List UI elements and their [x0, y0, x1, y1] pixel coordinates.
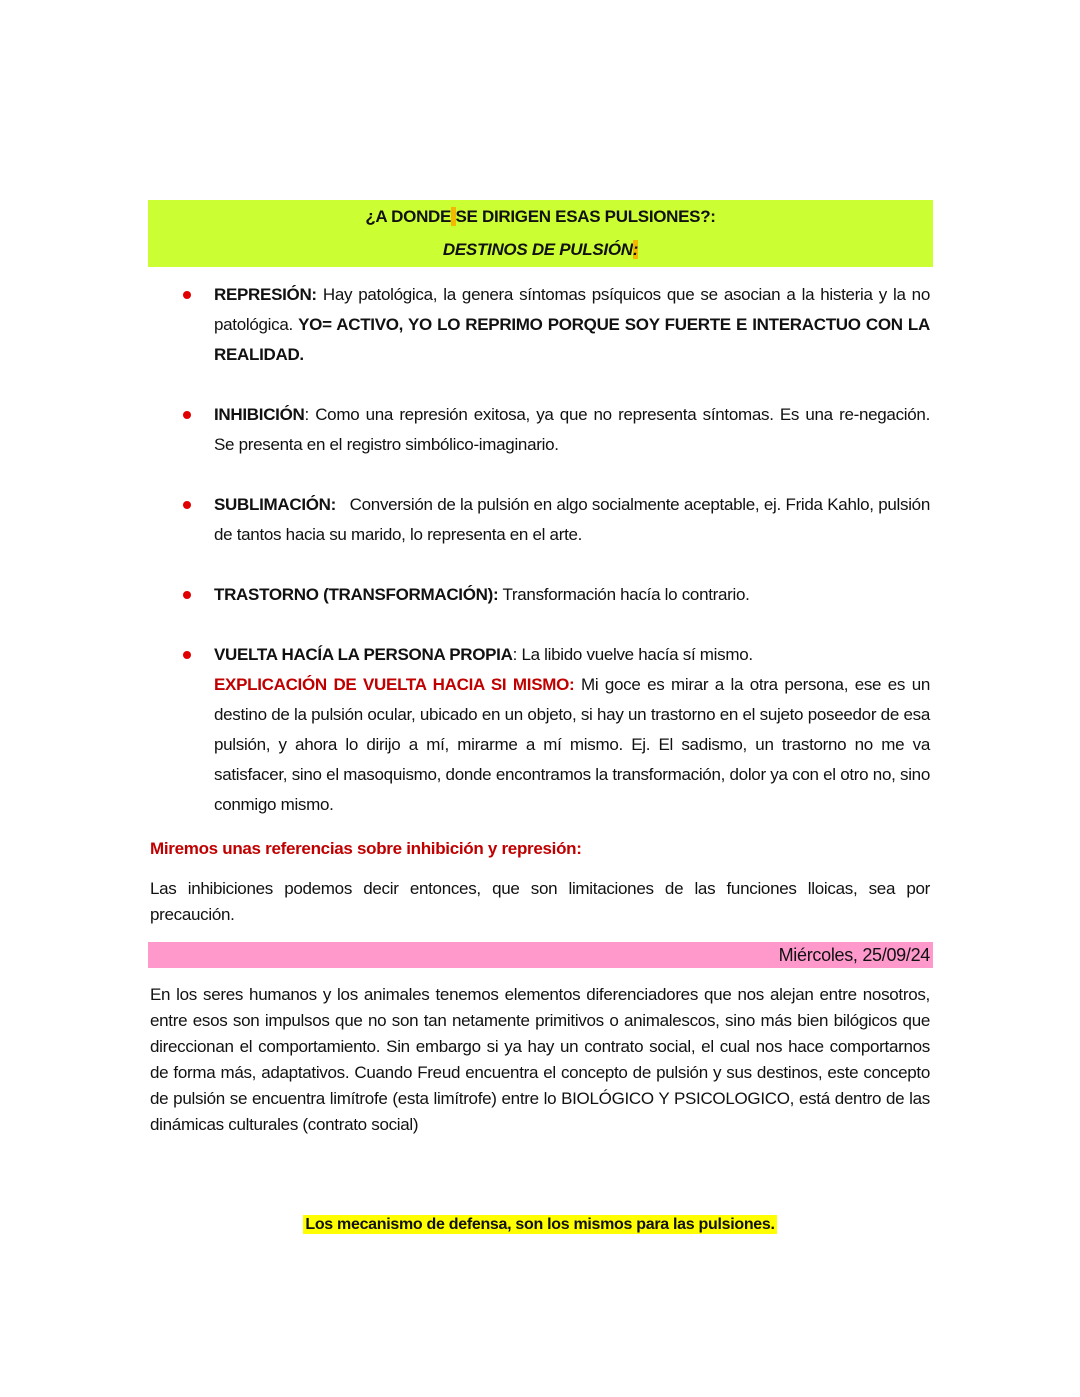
- list-item: SUBLIMACIÓN: Conversión de la pulsión en algo socialmente aceptable, ej. Frida Kahlo, pulsión de tantos hacia su marido, lo representa en el arte.: [214, 490, 930, 550]
- list-item: INHIBICIÓN: Como una represión exitosa, ya que no representa síntomas. Es una re-negación. Se presenta en el registro simbólico-imaginario.: [214, 400, 930, 460]
- section-header: [148, 200, 933, 267]
- pulsion-destinations-list: [214, 280, 935, 850]
- references-text: Las inhibiciones podemos decir entonces, que son limitaciones de las funciones lloicas, sea por precaución.: [150, 879, 930, 924]
- date: Miércoles, 25/09/24: [778, 945, 930, 965]
- highlighted-note: Los mecanismo de defensa, son los mismos para las pulsiones.: [305, 1216, 775, 1233]
- body-paragraph: En los seres humanos y los animales tenemos elementos diferenciadores que nos alejan entre nosotros, entre esos son impulsos que no son tan netamente primitivos o animalescos, sino más bien bilógicos que direccionan el comportamiento. Sin embargo si ya hay un contrato social, el cual nos hace comportarnos de forma más, adaptativos. Cuando Freud encuentra el concepto de pulsión y sus destinos, este concepto de pulsión se encuentra limítrofe (esta limítrofe) entre lo BIOLÓGICO Y PSICOLOGICO, está dentro de las dinámicas culturales (contrato social): [150, 985, 930, 1134]
- date-banner: [148, 942, 933, 968]
- list-item: VUELTA HACÍA LA PERSONA PROPIA: La libido vuelve hacía sí mismo. EXPLICACIÓN DE VUELTA HACIA SI MISMO: Mi goce es mirar a la otra persona, ese es un destino de la pulsión ocular, ubicado en un objeto, si hay un trastorno en el sujeto poseedor de esa pulsión, y ahora lo dirijo a mí, mirarme a mí mismo. Ej. El sadismo, un trastorno no me va satisfacer, sino el masoquismo, donde encontramos la transformación, dolor ya con el otro no, sino conmigo mismo.: [214, 640, 930, 820]
- section-subtitle: DESTINOS DE PULSIÓN:: [442, 240, 639, 259]
- list-item: TRASTORNO (TRANSFORMACIÓN): Transformación hacía lo contrario.: [214, 580, 930, 610]
- references-heading: Miremos unas referencias sobre inhibición y represión:: [150, 839, 582, 858]
- section-title: ¿A DONDE SE DIRIGEN ESAS PULSIONES?:: [365, 207, 716, 226]
- list-item: REPRESIÓN: Hay patológica, la genera síntomas psíquicos que se asocian a la histeria y la no patológica. YO= ACTIVO, YO LO REPRIMO PORQUE SOY FUERTE E INTERACTUO CON LA REALIDAD.: [214, 280, 930, 370]
